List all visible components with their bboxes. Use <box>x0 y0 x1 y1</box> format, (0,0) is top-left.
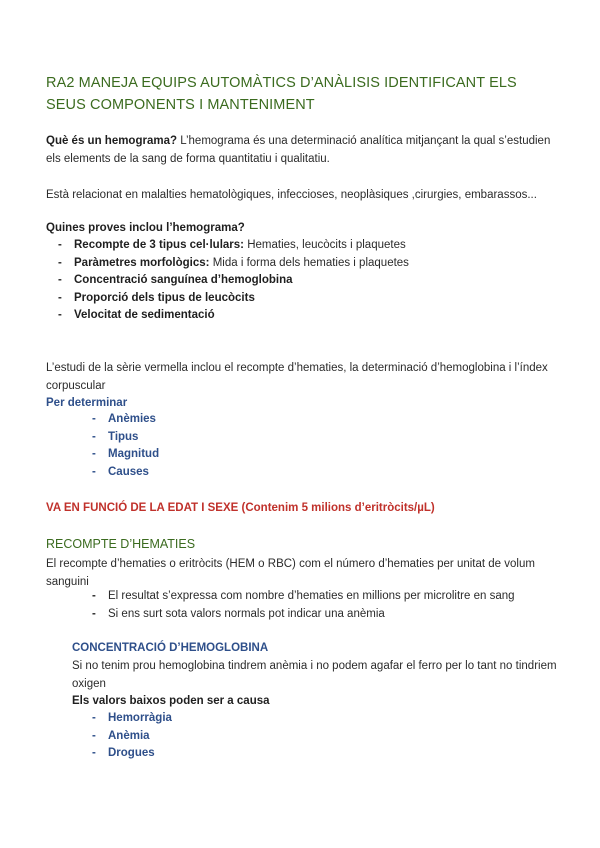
list-item: - Anèmia <box>92 728 392 746</box>
determine-heading: Per determinar <box>46 397 128 409</box>
hb-heading: CONCENTRACIÓ D’HEMOGLOBINA <box>72 642 269 654</box>
list-item: - Drogues <box>92 745 392 763</box>
list-item: - Anèmies <box>92 411 392 429</box>
red-series-paragraph: L’estudi de la sèrie vermella inclou el recompte d’hematies, la determinació d’hemoglobina i l’índex corpuscular <box>46 362 548 392</box>
determine-list <box>92 411 392 481</box>
list-item: - Velocitat de sedimentació <box>58 307 538 325</box>
list-item: - Hemorràgia <box>92 710 392 728</box>
hb-low-heading: Els valors baixos poden ser a causa <box>72 695 270 707</box>
hb-text: Si no tenim prou hemoglobina tindrem anèmia i no podem agafar el ferro per lo tant no tindriem oxigen <box>72 660 557 690</box>
rbc-heading: RECOMPTE D’HEMATIES <box>46 537 196 551</box>
list-item: - Tipus <box>92 429 392 447</box>
list-item: - Concentració sanguínea d’hemoglobina <box>58 272 538 290</box>
hb-list <box>92 710 392 763</box>
intro-paragraph <box>46 132 558 168</box>
age-note: VA EN FUNCIÓ DE LA EDAT I SEXE (Contenim 5 milions d’eritròcits/µL) <box>46 502 435 514</box>
list-item: - Paràmetres morfològics: Mida i forma dels hematies i plaquetes <box>58 255 538 273</box>
page-title: RA2 MANEJA EQUIPS AUTOMÀTICS D’ANÀLISIS IDENTIFICANT ELS SEUS COMPONENTS I MANTENIMENT <box>46 75 517 113</box>
rbc-list <box>92 588 552 623</box>
list-item: - El resultat s’expressa com nombre d’hematies en millions per microlitre en sang <box>92 588 552 606</box>
list-item: - Proporció dels tipus de leucòcits <box>58 290 538 308</box>
list-item: - Recompte de 3 tipus cel·lulars: Hematies, leucòcits i plaquetes <box>58 237 538 255</box>
intro-answer: L’hemograma és una determinació analítica mitjançant la qual s’estudien els elements de la sang de forma quantitatiu i qualitatiu. <box>46 135 551 165</box>
tests-heading: Quines proves inclou l’hemograma? <box>46 222 245 234</box>
list-item: - Causes <box>92 464 392 482</box>
intro-question: Què és un hemograma? <box>46 135 178 147</box>
related-paragraph: Està relacionat en malalties hematològiques, infeccioses, neoplàsiques ,cirurgies, embarassos... <box>46 189 537 201</box>
tests-list <box>58 237 538 325</box>
list-item: - Si ens surt sota valors normals pot indicar una anèmia <box>92 606 552 624</box>
rbc-text: El recompte d’hematies o eritròcits (HEM o RBC) com el número d’hematies per unitat de volum sanguini <box>46 558 535 588</box>
list-item: - Magnitud <box>92 446 392 464</box>
